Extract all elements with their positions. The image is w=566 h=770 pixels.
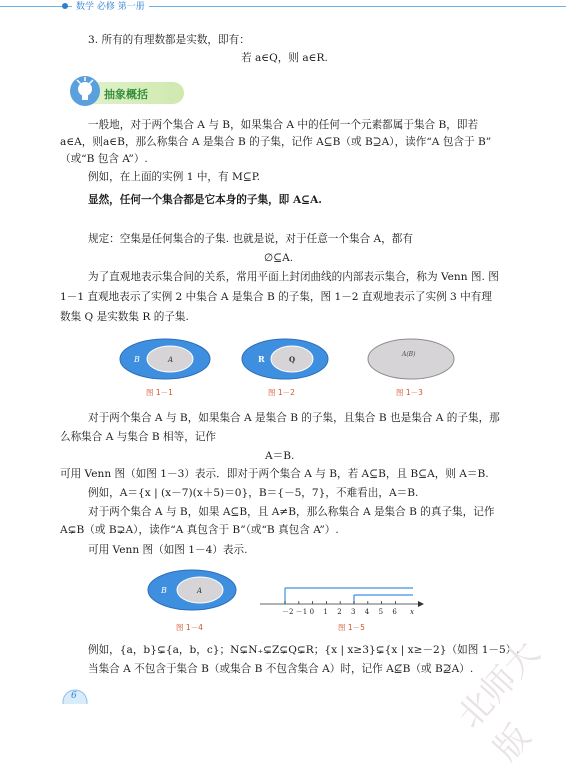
tick-label: 2 [337,608,342,616]
para4-line2: 当集合 A 不包含于集合 B（或集合 B 不包含集合 A）时，记作 A⊈B（或 B⊉A）. [88,663,474,675]
item3-line1: 3. 所有的有理数都是实数，即有： [88,34,250,46]
number-line-figure-1-5 [258,582,428,618]
fig4-inner-label: A [197,587,203,595]
para2-line1: 规定：空集是任何集合的子集. 也就是说，对于任意一个集合 A，都有 [88,233,413,245]
number-line-ticks [282,601,414,616]
para1-line1: 一般地，对于两个集合 A 与 B，如果集合 A 中的任何一个元素都属于集合 B，即若 [88,119,479,131]
para2-line2: ∅⊆A. [264,252,294,264]
fig3-caption: 图 1－3 [396,388,423,397]
para3-line4: 可用 Venn 图（如图 1－3）表示．即对于两个集合 A 与 B，若 A⊆B，且 B⊆A，则 A＝B. [60,468,489,480]
para1-line4: 例如，在上面的实例 1 中，有 M⊆P. [88,171,261,183]
para3-line6: 对于两个集合 A 与 B，如果 A⊆B，且 A≠B，那么称集合 A 是集合 B 的真子集，记作 [88,506,495,518]
para2-line3: 为了直观地表示集合间的关系，常用平面上封闭曲线的内部表示集合，称为 Venn 图. 图 [88,271,499,283]
venn-figure-1-2 [240,337,330,381]
para3-line5: 例如，A＝{x | (x－7)(x＋5)＝0}，B＝{－5，7}，不难看出，A＝B. [88,487,419,499]
fig1-caption: 图 1－1 [146,388,173,397]
para2-line5: 数集 Q 是实数集 R 的子集. [60,311,189,323]
running-header: 数学 必修 第一册 [72,0,149,12]
para4-line1: 例如，{a，b}⊊{a，b，c}；N⊊N₊⊊Z⊊Q⊊R；{x | x≥3}⊊{x | x≥－2}（如图 1－5）. [88,644,520,656]
page-number: 6 [71,691,77,701]
para1-line2: a∈A，则a∈B，那么称集合 A 是集合 B 的子集，记作 A⊆B（或 B⊇A），读作“A 包含于 B” [60,136,492,148]
para3-line3: A＝B. [265,450,295,462]
fig2-outer-label: R [258,354,265,364]
fig1-inner-label: A [168,356,174,364]
fig4-outer-label: B [161,586,167,595]
fig5-caption: 图 1－5 [338,623,365,632]
tick-label: －1 [295,608,308,616]
venn-figure-1-4 [146,568,238,612]
watermark: 北师大版 [449,633,548,769]
para3-line1: 对于两个集合 A 与 B，如果集合 A 是集合 B 的子集，且集合 B 也是集合 A 的子集，那 [88,412,500,424]
lightbulb-icon [68,74,102,108]
section-title: 抽象概括 [104,88,148,101]
tick-label: 4 [364,608,370,616]
tick-label: x [410,608,414,616]
para1-line3: （或“B 包含 A”）. [60,153,148,165]
venn-figure-1-1 [118,337,212,381]
item3-line2: 若 a∈Q，则 a∈R. [241,52,328,64]
fig1-outer-label: B [134,355,140,364]
tick-label: －2 [282,608,294,616]
tick-label: 0 [309,608,315,616]
para3-line2: 么称集合 A 与集合 B 相等，记作 [60,431,217,443]
header-dot [62,3,68,9]
venn-figure-1-3 [366,337,456,381]
fig3-label: A(B) [402,351,416,358]
tick-label: 5 [378,608,384,616]
tick-label: 3 [351,608,356,616]
para2-line4: 1－1 直观地表示了实例 2 中集合 A 是集合 B 的子集，图 1－2 直观地表示了实例 3 中有理 [60,291,492,303]
tick-label: 6 [392,608,397,616]
tick-label: 1 [323,608,328,616]
fig2-caption: 图 1－2 [268,388,295,397]
para3-line8: 可用 Venn 图（如图 1－4）表示. [88,544,248,556]
para1-line5: 显然，任何一个集合都是它本身的子集，即 A⊆A. [88,194,322,206]
para3-line7: A⊊B（或 B⊋A），读作“A 真包含于 B”（或“B 真包含 A”）. [60,524,339,536]
fig4-caption: 图 1－4 [176,623,203,632]
fig2-inner-label: Q [289,355,296,364]
